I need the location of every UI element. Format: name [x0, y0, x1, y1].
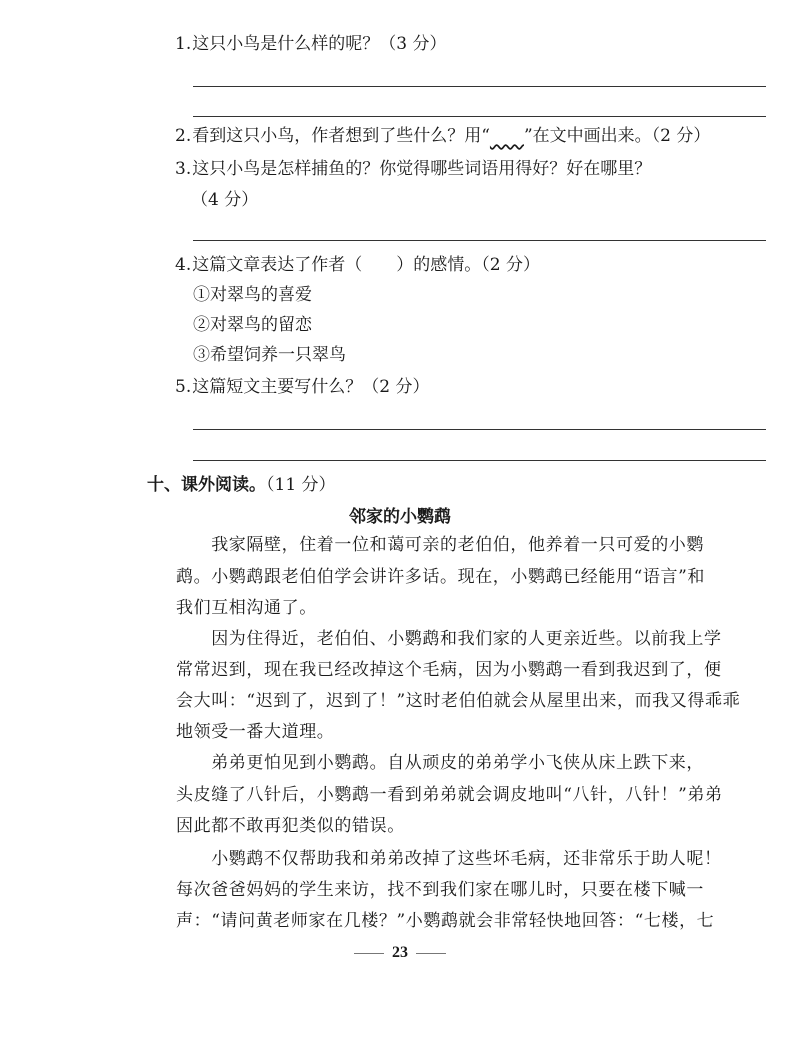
question-text: 这只小鸟是什么样的呢？（3 分）: [192, 34, 447, 54]
answer-line-q5-b[interactable]: [193, 460, 766, 461]
question-text: 这只小鸟是怎样捕鱼的？你觉得哪些词语用得好？好在哪里？: [192, 159, 652, 179]
answer-line-q5-a[interactable]: [193, 429, 766, 430]
option-3[interactable]: ③希望饲养一只翠鸟: [193, 345, 346, 365]
question-3: [175, 158, 651, 180]
question-text: 这篇文章表达了作者（ ）的感情。（2 分）: [192, 255, 540, 275]
section-heading: [147, 470, 336, 495]
answer-line-q1-b[interactable]: [193, 116, 766, 117]
article-line: 我家隔壁，住着一位和蔼可亲的老伯伯，他养着一只可爱的小鹦: [176, 535, 704, 555]
question-number: 1.: [175, 34, 192, 54]
question-text-after: ”在文中画出来。（2 分）: [523, 126, 711, 146]
option-1[interactable]: ①对翠鸟的喜爱: [193, 285, 312, 305]
question-number: 5.: [175, 377, 192, 397]
section-points: （11 分）: [266, 475, 336, 495]
question-text: 看到这只小鸟，作者想到了些什么？用“: [192, 126, 490, 146]
article-line: 头皮缝了八针后，小鹦鹉一看到弟弟就会调皮地叫“八针，八针！”弟弟: [176, 785, 723, 805]
article-line: 地领受一番大道理。: [176, 722, 335, 742]
wavy-underline-mark: [490, 126, 524, 146]
article-line: 我们互相沟通了。: [176, 598, 317, 618]
article-line: 弟弟更怕见到小鹦鹉。自从顽皮的弟弟学小飞侠从床上跌下来，: [176, 753, 704, 773]
page-number-dash-left: [354, 953, 384, 954]
article-title: 邻家的小鹦鹉: [349, 507, 451, 527]
article-line: 鹉。小鹦鹉跟老伯伯学会讲许多话。现在，小鹦鹉已经能用“语言”和: [176, 567, 705, 587]
page-number-dash-right: [416, 953, 446, 954]
article-line: 会大叫：“迟到了，迟到了！”这时老伯伯就会从屋里出来，而我又得乖乖: [176, 691, 741, 711]
article-line: 因此都不敢再犯类似的错误。: [176, 816, 405, 836]
article-line: 因为住得近，老伯伯、小鹦鹉和我们家的人更亲近些。以前我上学: [176, 629, 722, 649]
article-line: 每次爸爸妈妈的学生来访，找不到我们家在哪儿时，只要在楼下喊一: [176, 880, 704, 900]
page-number: [0, 944, 800, 962]
question-5: [175, 376, 429, 398]
answer-line-q3[interactable]: [193, 240, 766, 241]
page-number-text: 23: [392, 944, 408, 961]
answer-line-q1-a[interactable]: [193, 86, 766, 87]
article-line: 常常迟到，现在我已经改掉这个毛病，因为小鹦鹉一看到我迟到了，便: [176, 660, 722, 680]
question-number: 4.: [175, 255, 192, 275]
question-number: 2.: [175, 126, 192, 146]
article-line: 小鹦鹉不仅帮助我和弟弟改掉了这些坏毛病，还非常乐于助人呢！: [176, 849, 722, 869]
section-heading-text: 十、课外阅读。: [147, 475, 266, 495]
option-2[interactable]: ②对翠鸟的留恋: [193, 315, 312, 335]
question-2: [175, 125, 710, 147]
question-3-points: （4 分）: [191, 190, 259, 210]
question-1: [175, 33, 446, 55]
question-4: [175, 254, 540, 276]
question-number: 3.: [175, 159, 192, 179]
article-line: 声：“请问黄老师家在几楼？”小鹦鹉就会非常轻快地回答：“七楼，七: [176, 911, 715, 931]
question-text: 这篇短文主要写什么？（2 分）: [192, 377, 430, 397]
